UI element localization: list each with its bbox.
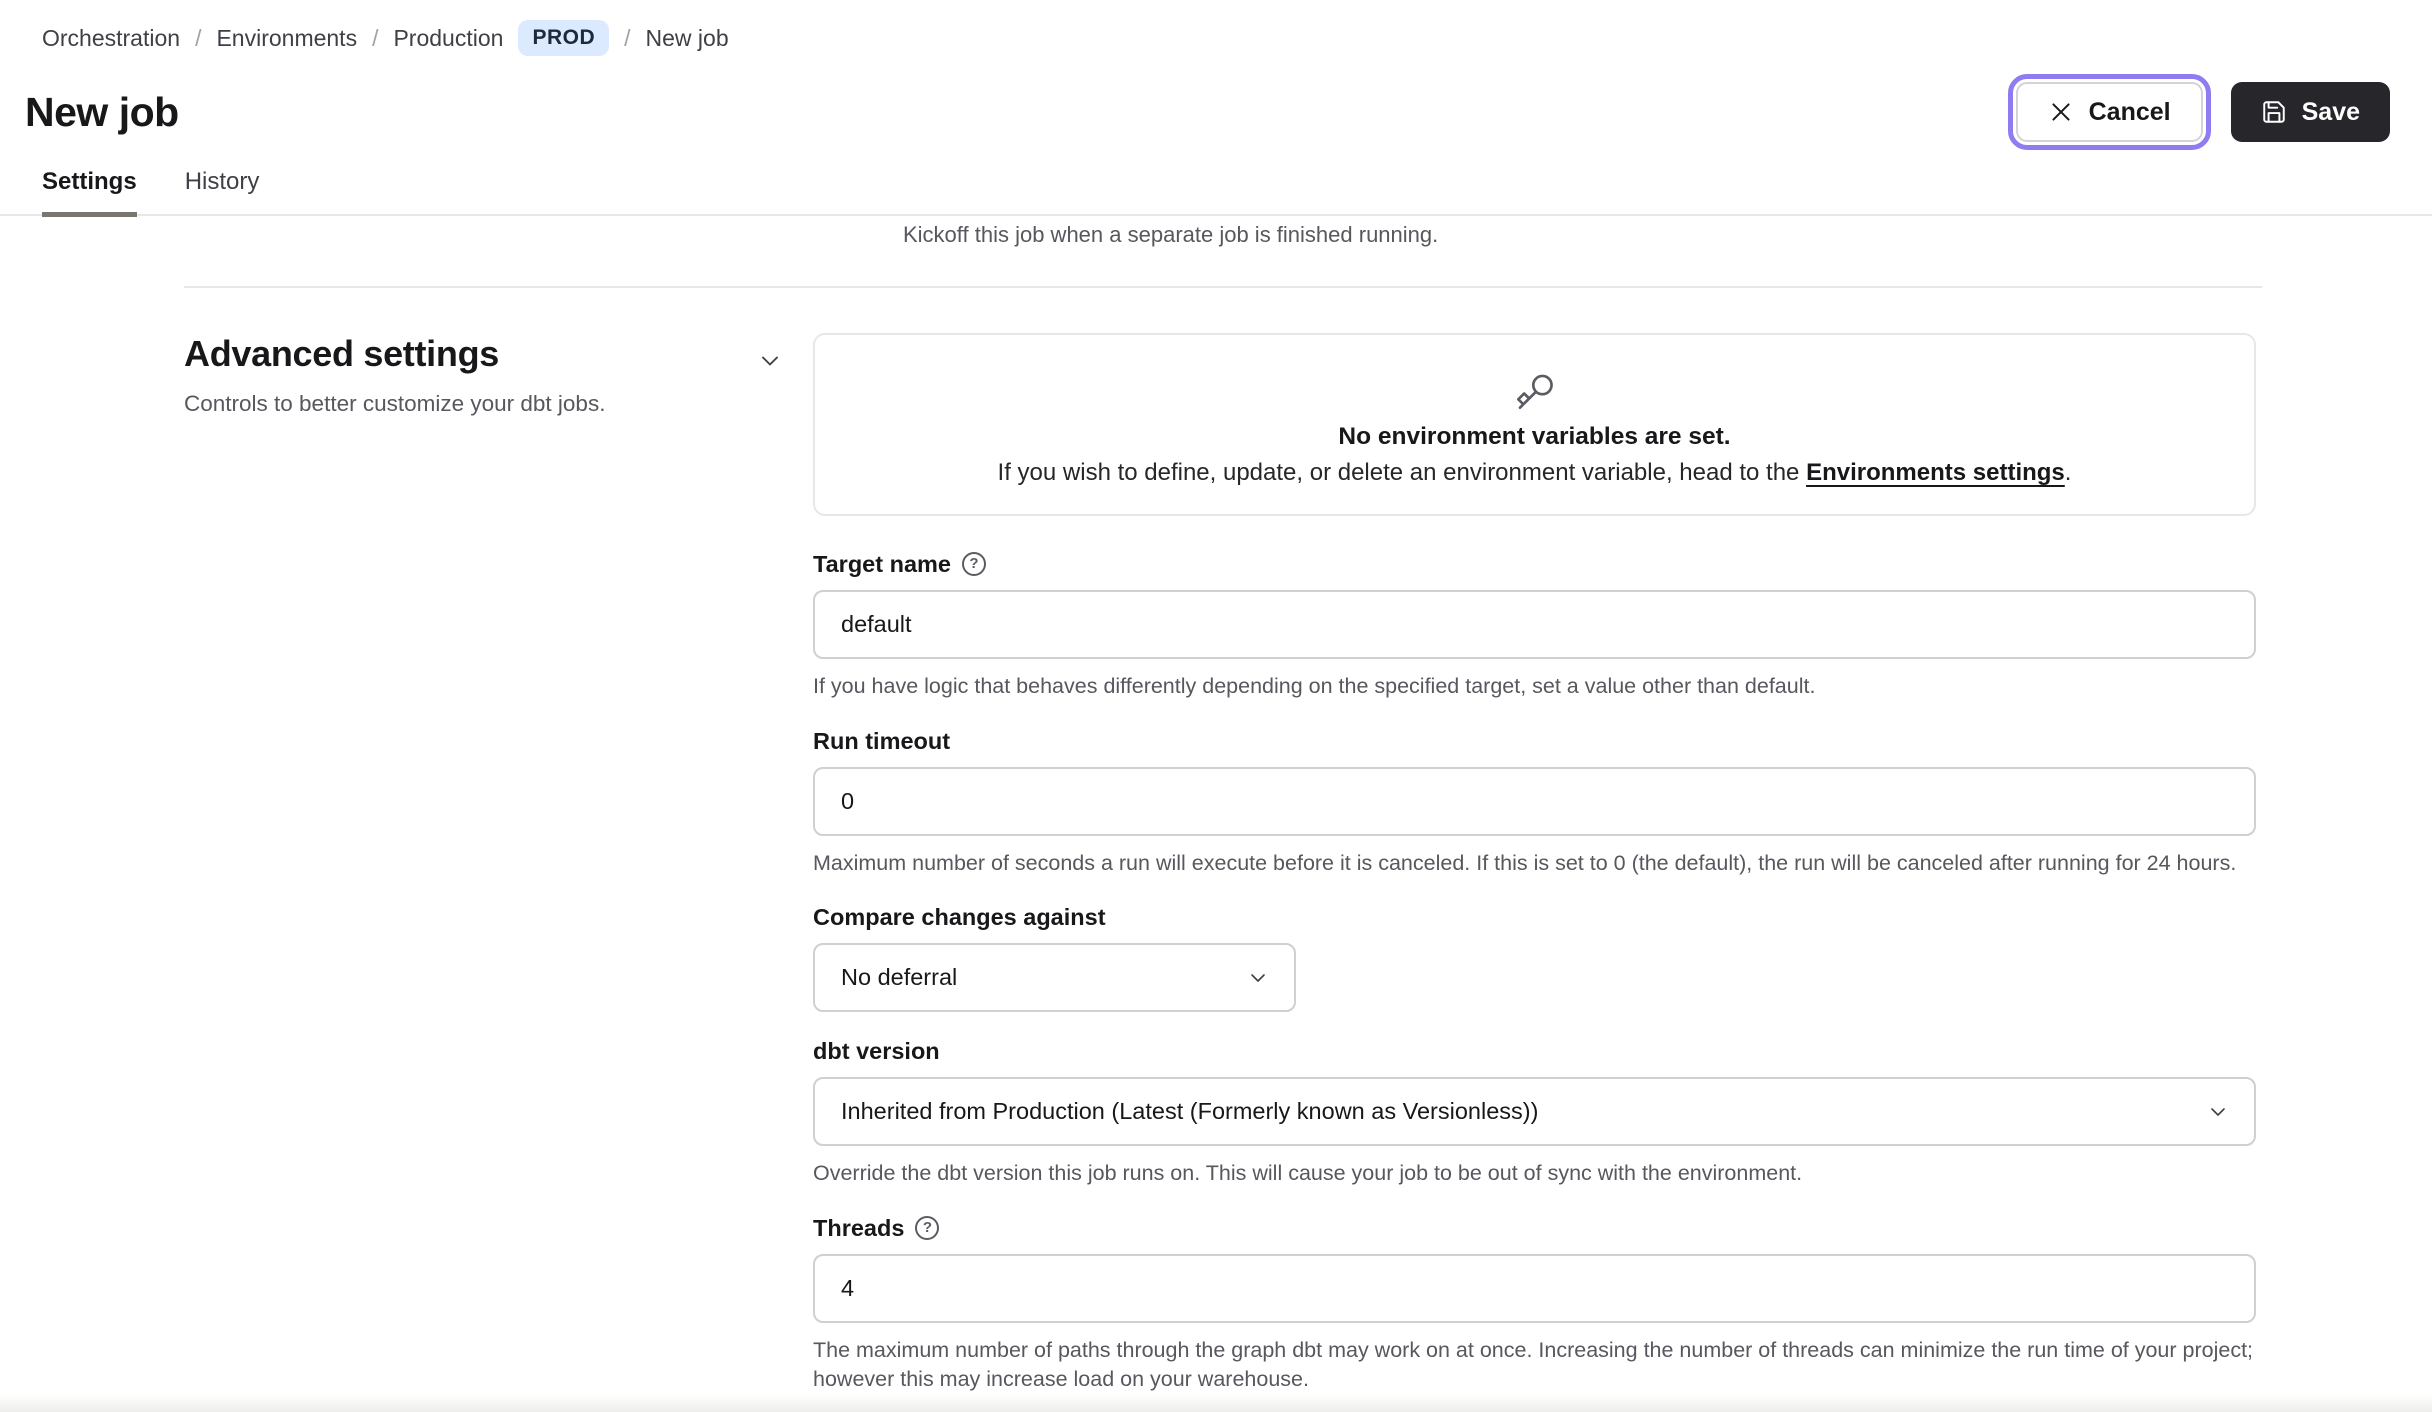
dbt-version-label-row <box>813 1037 2256 1065</box>
save-button-label: Save <box>2301 97 2360 126</box>
section-divider <box>184 286 2262 288</box>
breadcrumb-environments[interactable]: Environments <box>216 24 358 51</box>
target-name-field <box>813 550 2256 702</box>
breadcrumb-production[interactable]: Production <box>393 24 504 51</box>
page-header <box>25 82 2390 142</box>
dbt-version-value: Inherited from Production (Latest (Formerly known as Versionless)) <box>841 1098 1539 1124</box>
env-vars-empty-card <box>813 333 2256 516</box>
cancel-button[interactable] <box>2016 82 2203 142</box>
question-mark-circle-icon[interactable]: ? <box>915 1216 939 1240</box>
settings-content <box>0 216 2432 1412</box>
target-name-label-row <box>813 550 2256 578</box>
breadcrumb-orchestration[interactable]: Orchestration <box>42 24 181 51</box>
env-vars-empty-title: No environment variables are set. <box>1338 423 1731 450</box>
threads-label: Threads <box>813 1214 905 1241</box>
page-title: New job <box>25 88 179 135</box>
floppy-disk-icon <box>2261 99 2287 125</box>
env-vars-empty-body <box>998 459 2072 487</box>
advanced-settings-form <box>813 333 2256 1395</box>
run-timeout-input[interactable] <box>813 767 2256 836</box>
dbt-version-label: dbt version <box>813 1038 940 1064</box>
question-mark-circle-icon[interactable]: ? <box>962 552 986 576</box>
compare-changes-label-row <box>813 903 2256 931</box>
tab-settings[interactable]: Settings <box>42 168 137 217</box>
threads-help: The maximum number of paths through the graph dbt may work on at once. Increasing the number of threads can minimize the run time of your project; however this may increase load on your warehouse. <box>813 1337 2254 1391</box>
tab-bar <box>42 168 259 217</box>
target-name-label: Target name <box>813 551 951 577</box>
breadcrumb <box>42 20 729 56</box>
dbt-version-select[interactable] <box>813 1077 2256 1146</box>
dbt-version-help: Override the dbt version this job runs on. This will cause your job to be out of sync with the environment. <box>813 1161 1803 1185</box>
tab-history[interactable]: History <box>184 168 260 195</box>
save-button[interactable] <box>2231 82 2390 142</box>
run-when-finished-help: Kickoff this job when a separate job is finished running. <box>903 222 1439 247</box>
prod-badge: PROD <box>518 20 609 56</box>
run-timeout-field <box>813 727 2256 879</box>
chevron-down-icon <box>1246 966 1270 990</box>
breadcrumb-current: New job <box>645 24 729 51</box>
threads-field <box>813 1214 2256 1395</box>
compare-changes-field <box>813 903 2256 1012</box>
env-vars-body-text: If you wish to define, update, or delete an environment variable, head to the <box>997 459 1807 486</box>
compare-changes-value: No deferral <box>841 964 958 990</box>
advanced-settings-subtitle: Controls to better customize your dbt jobs. <box>184 391 606 416</box>
header-actions <box>2016 82 2390 142</box>
x-icon <box>2048 99 2074 125</box>
breadcrumb-separator: / <box>624 24 631 51</box>
breadcrumb-separator: / <box>372 24 379 51</box>
breadcrumb-separator: / <box>195 24 202 51</box>
run-timeout-label: Run timeout <box>813 727 951 754</box>
compare-changes-select[interactable] <box>813 943 1296 1012</box>
target-name-help: If you have logic that behaves differently depending on the specified target, set a value other than default. <box>813 674 1816 698</box>
run-timeout-label-row <box>813 727 2256 755</box>
environments-settings-link[interactable]: Environments settings <box>1806 459 2065 486</box>
target-name-input[interactable] <box>813 590 2256 659</box>
scroll-edge-fade <box>0 1394 2432 1412</box>
chevron-down-icon[interactable] <box>756 347 784 375</box>
chevron-down-icon <box>2206 1100 2230 1124</box>
threads-label-row <box>813 1214 2256 1242</box>
env-vars-body-period: . <box>2064 459 2072 486</box>
threads-input[interactable] <box>813 1254 2256 1323</box>
key-icon <box>1515 371 1555 411</box>
advanced-settings-header <box>184 333 784 417</box>
cancel-button-label: Cancel <box>2088 97 2171 126</box>
dbt-version-field <box>813 1037 2256 1189</box>
advanced-settings-title: Advanced settings <box>184 333 499 374</box>
compare-changes-label: Compare changes against <box>813 904 1106 930</box>
run-timeout-help: Maximum number of seconds a run will execute before it is canceled. If this is set to 0 (the default), the run will be canceled after running for 24 hours. <box>813 850 2237 875</box>
